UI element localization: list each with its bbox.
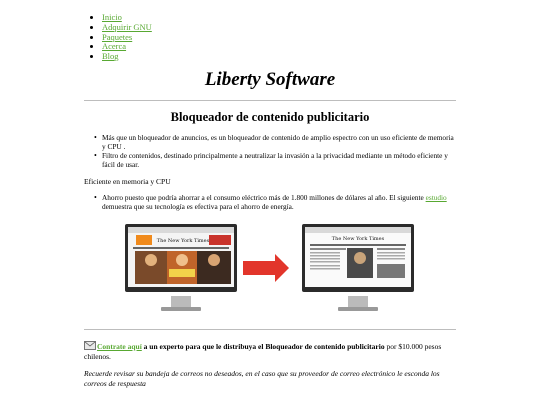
saving-list [102, 193, 458, 211]
section-title: Bloqueador de contenido publicitario [170, 110, 370, 124]
nav-item-blog[interactable] [102, 52, 152, 62]
nav-link-inicio[interactable]: Inicio [102, 12, 122, 22]
spam-note: Recuerde revisar su bandeja de correos no deseados, en el caso que su proveedor de correo electrónico le esconda los correos de respuesta [84, 369, 440, 388]
envelope-icon [84, 341, 96, 350]
divider-bottom [84, 329, 456, 330]
comparison-illustration [125, 224, 415, 316]
arrow-icon [243, 254, 289, 282]
contact-paragraph [84, 341, 460, 362]
feature-item: • Más que un bloqueador de anuncios, es un bloqueador de contenido de amplio espectro con un uso eficiente de memoria y CPU . [102, 133, 458, 151]
feature-item: • Filtro de contenidos, destinado principalmente a neutralizar la invasión a la privacidad mediante un método eficiente y fácil de usar. [102, 151, 458, 169]
left-masthead: The New York Times [156, 238, 210, 244]
right-masthead: The New York Times [331, 236, 385, 242]
contact-price: por $10.000 pesos chilenos. [84, 342, 442, 361]
divider-top [84, 100, 456, 101]
hire-expert-link[interactable]: Contrate aquí [97, 342, 142, 351]
monitor-before [125, 224, 237, 311]
efficiency-heading: Eficiente en memoria y CPU [84, 177, 171, 186]
saving-item [102, 193, 458, 211]
saving-text-before: Ahorro puesto que podría ahorrar a el consumo eléctrico más de 1.800 millones de dólares al año. El siguiente [102, 193, 426, 202]
nav-link-blog[interactable]: Blog [102, 51, 119, 62]
study-link[interactable]: estudio [425, 193, 447, 202]
nav-link-acerca[interactable]: Acerca [102, 41, 127, 52]
nav-link-paquetes[interactable]: Paquetes [102, 31, 133, 42]
monitor-after [302, 224, 414, 311]
nav-link-adquirir[interactable]: Adquirir GNU [102, 21, 152, 32]
saving-text-after: demuestra que su tecnología es efectiva para el ahorro de energía. [102, 202, 294, 211]
contact-bold-text: a un experto para que le distribuya el Bloqueador de contenido publicitario [141, 342, 385, 351]
main-nav [92, 13, 152, 62]
feature-list [102, 133, 458, 169]
site-title: Liberty Software [204, 69, 336, 90]
